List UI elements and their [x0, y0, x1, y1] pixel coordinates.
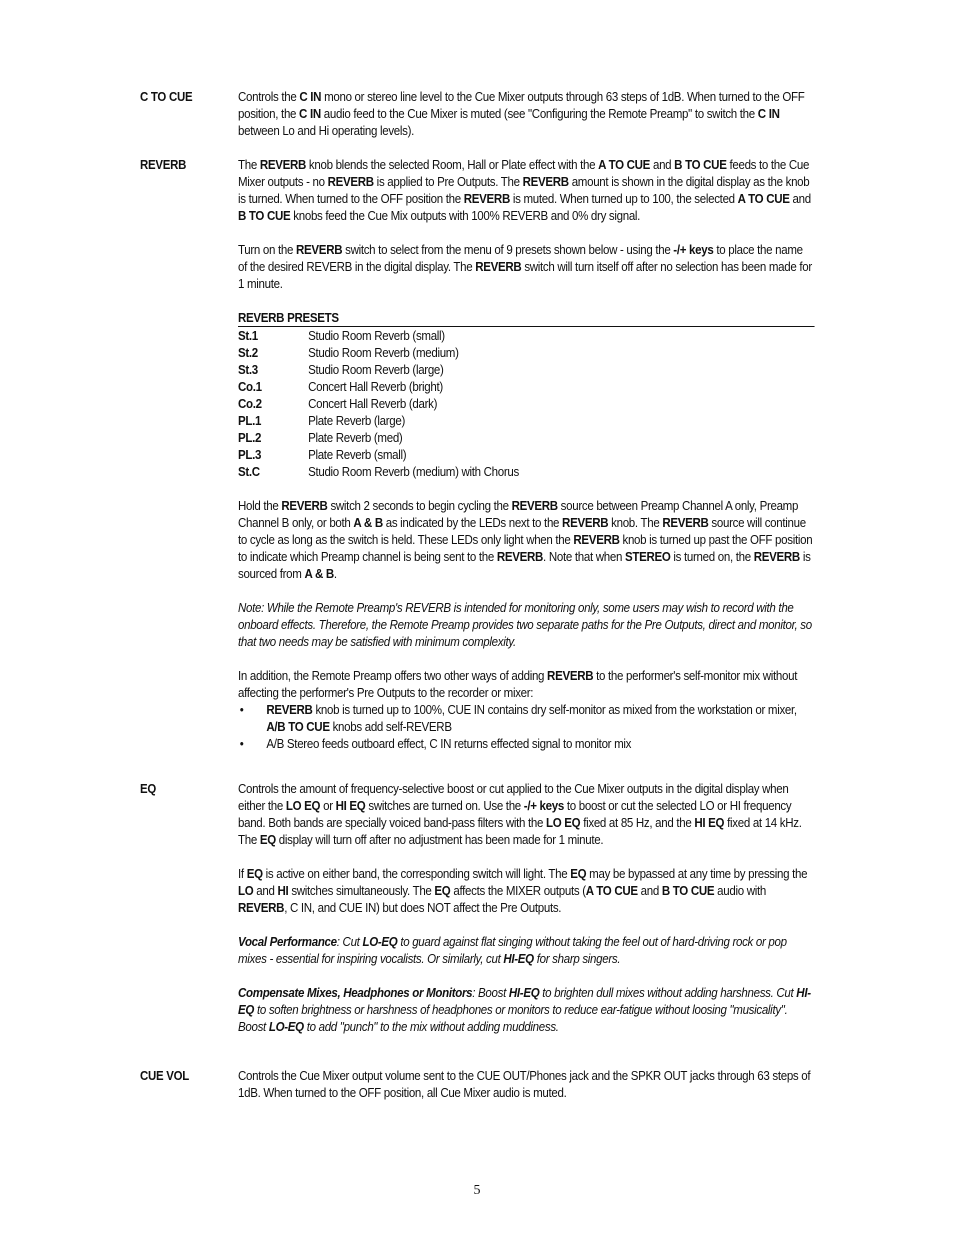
preset-row: St.1 Studio Room Reverb (small) [238, 328, 445, 343]
eq-paragraph-1: Controls the amount of frequency-selective boost or cut applied to the Cue Mixer outputs in the digital display when either the LO EQ or HI EQ switches are turned on. Use the -/+ keys to boost or cut the selected LO or HI frequency band. Both bands are specially voiced band-pass filters with the LO EQ fixed at 85 Hz, and the HI EQ fixed at 14 kHz. The EQ display will turn off after no adjustment has been made for 1 minute. [238, 781, 802, 847]
c-to-cue-description: Controls the C IN mono or stereo line level to the Cue Mixer outputs through 63 steps of 1dB. When turned to the OFF position, the C IN audio feed to the Cue Mixer is muted (see "Configuring the Remote Preamp" to switch the C IN between Lo and Hi operating levels). [238, 89, 805, 138]
preset-row: St.3 Studio Room Reverb (large) [238, 362, 444, 377]
page-number: 5 [473, 1183, 481, 1198]
preset-row: PL.3 Plate Reverb (small) [238, 447, 407, 462]
reverb-paragraph-2: Turn on the REVERB switch to select from the menu of 9 presets shown below - using the -/+ keys to place the name of the desired REVERB in the digital display. The REVERB switch will turn itself off after no selection has been made for 1 minute. [238, 242, 812, 291]
term-reverb: REVERB [140, 157, 187, 172]
reverb-note: Note: While the Remote Preamp's REVERB is intended for monitoring only, some users may wish to record with the onboard effects. Therefore, the Remote Preamp provides two separate paths for the Pre Outputs, direct and monitor, so that two needs may be satisfied with minimum complexity. [238, 600, 812, 649]
eq-description [238, 780, 815, 1035]
preset-row: Co.1 Concert Hall Reverb (bright) [238, 379, 443, 394]
reverb-paragraph-4: In addition, the Remote Preamp offers two other ways of adding REVERB to the performer's self-monitor mix without affecting the performer's Pre Outputs to the recorder or mixer: • REVERB knob is turned up to 100%, CUE IN contains dry self-monitor as mixed from the workstation or mixer, A/B TO CUE knobs add self-REVERB • A/B Stereo feeds outboard effect, C IN returns effected signal to monitor mix [238, 667, 815, 752]
reverb-bullet-list [238, 701, 815, 752]
section-eq [140, 780, 814, 1035]
preset-row: Co.2 Concert Hall Reverb (dark) [238, 396, 438, 411]
section-c-to-cue [140, 88, 814, 139]
reverb-presets-title: REVERB PRESETS [238, 309, 815, 327]
bullet-icon: • [239, 702, 244, 717]
preset-row: PL.2 Plate Reverb (med) [238, 430, 403, 445]
reverb-paragraph-1: The REVERB knob blends the selected Room, Hall or Plate effect with the A TO CUE and B TO CUE feeds to the Cue Mixer outputs - no REVERB is applied to Pre Outputs. The REVERB amount is shown in the digital display as the knob is turned. When turned to the OFF position the REVERB is muted. When turned up to 100, the selected A TO CUE and B TO CUE knobs feed the Cue Mix outputs with 100% REVERB and 0% dry signal. [238, 157, 811, 223]
preset-row: PL.1 Plate Reverb (large) [238, 413, 406, 428]
preset-row: St.2 Studio Room Reverb (medium) [238, 345, 459, 360]
eq-paragraph-2: If EQ is active on either band, the corresponding switch will light. The EQ may be bypassed at any time by pressing the LO and HI switches simultaneously. The EQ affects the MIXER outputs (A TO CUE and B TO CUE audio with REVERB, C IN, and CUE IN) but does NOT affect the Pre Outputs. [238, 866, 808, 915]
preset-row: St.C Studio Room Reverb (medium) with Chorus [238, 464, 519, 479]
section-cue-vol [140, 1067, 814, 1101]
list-item: • REVERB knob is turned up to 100%, CUE IN contains dry self-monitor as mixed from the workstation or mixer, A/B TO CUE knobs add self-REVERB [239, 702, 797, 734]
eq-tip-compensate: Compensate Mixes, Headphones or Monitors: Boost HI-EQ to brighten dull mixes without adding harshness. Cut HI-EQ to soften brightness or harshness of headphones or monitors to reduce ear-fatigue without loosing "musicality". Boost LO-EQ to add "punch" to the mix without adding muddiness. [238, 985, 811, 1034]
section-reverb [140, 156, 814, 752]
term-cue-vol: CUE VOL [140, 1068, 190, 1083]
term-c-to-cue: C TO CUE [140, 89, 193, 104]
list-item: • A/B Stereo feeds outboard effect, C IN returns effected signal to monitor mix [239, 736, 632, 751]
reverb-presets-table [238, 309, 815, 480]
reverb-paragraph-3: Hold the REVERB switch 2 seconds to begin cycling the REVERB source between Preamp Channel A only, Preamp Channel B only, or both A & B as indicated by the LEDs next to the REVERB knob. The REVERB source will continue to cycle as long as the switch is held. These LEDs only light when the REVERB knob is turned up past the OFF position to indicate which Preamp channel is being sent to the REVERB. Note that when STEREO is turned on, the REVERB is sourced from A & B. [238, 498, 813, 581]
cue-vol-description: Controls the Cue Mixer output volume sent to the CUE OUT/Phones jack and the SPKR OUT jacks through 63 steps of 1dB. When turned to the OFF position, all Cue Mixer audio is muted. [238, 1068, 811, 1100]
term-eq: EQ [140, 781, 157, 796]
bullet-icon: • [239, 736, 244, 751]
eq-tip-vocal: Vocal Performance: Cut LO-EQ to guard against flat singing without taking the feel out of hard-driving rock or pop mixes - essential for inspiring vocalists. Or similarly, cut HI-EQ for sharp singers. [238, 934, 787, 966]
reverb-description [238, 156, 815, 752]
